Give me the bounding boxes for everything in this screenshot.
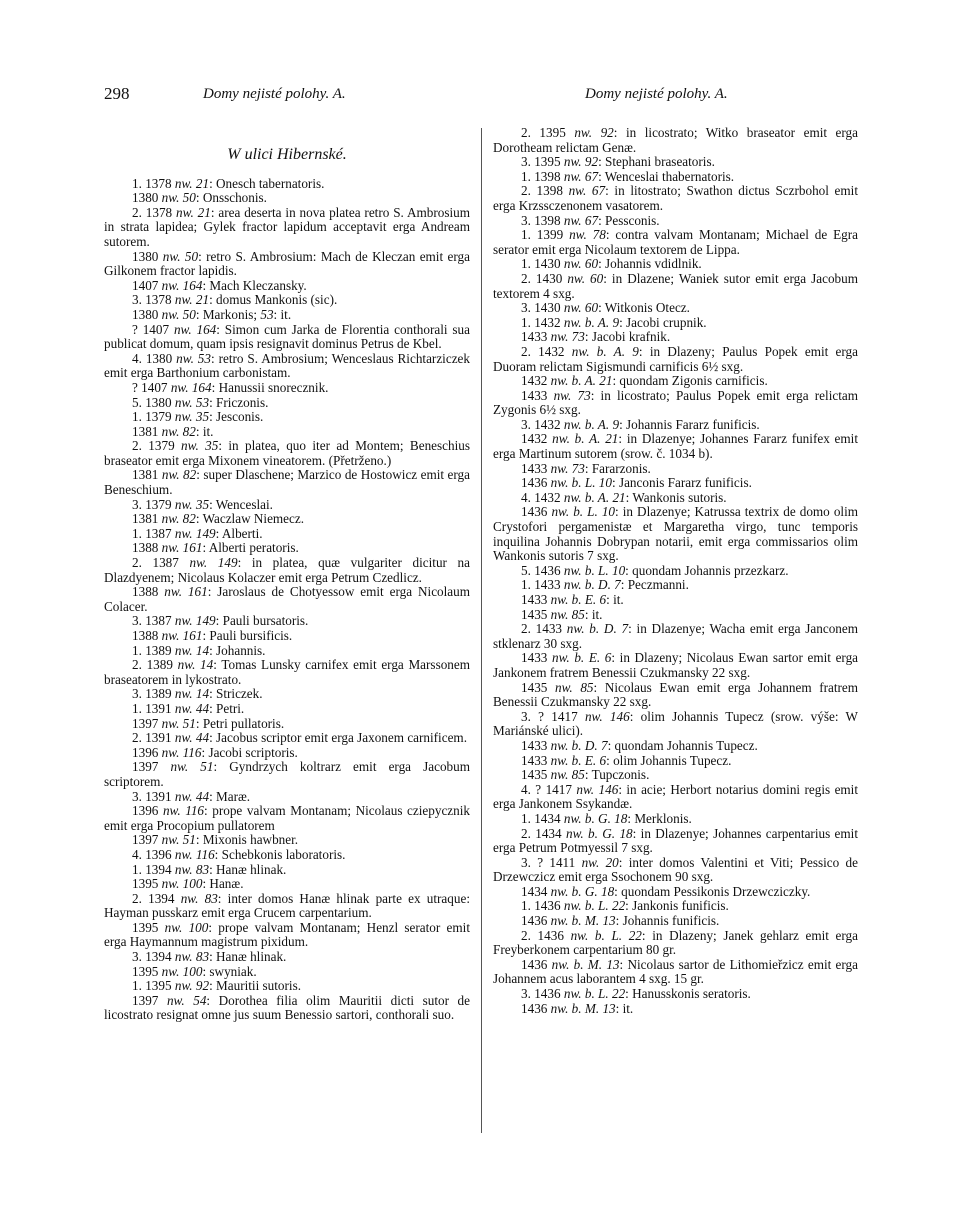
left-column <box>104 126 470 1023</box>
entry-paragraph: 1395 nw. 100: prope valvam Montanam; Henzl serator emit erga Haymannum magistrum pixidum. <box>104 919 470 950</box>
entry-paragraph: 3. 1391 nw. 44: Maræ. <box>132 788 251 804</box>
entry-paragraph: 1433 nw. b. E. 6: in Dlazeny; Nicolaus Ewan sartor emit erga Jankonem fratrem Benessii Czukmansky 22 sxg. <box>493 650 859 680</box>
entry-paragraph: 3. 1394 nw. 83: Hanæ hlinak. <box>132 949 287 965</box>
entry-paragraph: 1381 nw. 82: Waczlaw Niemecz. <box>132 511 305 527</box>
entry-paragraph: 1432 nw. b. A. 21: quondam Zigonis carnificis. <box>521 373 768 389</box>
entry-paragraph: 2. 1395 nw. 92: in licostrato; Witko braseator emit erga Dorotheam relictam Genæ. <box>493 125 859 155</box>
entry-paragraph: 1436 nw. b. M. 13: Nicolaus sartor de Lithomieřzicz emit erga Johannem acus laborantem 4 sxg. 15 gr. <box>493 956 859 987</box>
entry-paragraph: 1. 1434 nw. b. G. 18: Merklonis. <box>521 810 692 826</box>
entry-paragraph: 2. 1433 nw. b. D. 7: in Dlazenye; Wacha emit erga Janconem stklenarz 30 sxg. <box>493 621 858 651</box>
entry-paragraph: 1433 nw. b. D. 7: quondam Johannis Tupecz. <box>521 737 758 753</box>
entry-paragraph: 1435 nw. 85: it. <box>521 606 603 622</box>
entry-paragraph: 2. 1398 nw. 67: in litostrato; Swathon dictus Sczrbohol emit erga Krzssczenonem vasatorem. <box>493 183 858 213</box>
entry-paragraph: 1432 nw. b. A. 21: in Dlazenye; Johannes Fararz funifex emit erga Martinum sutorem (srow. č. 1034 b). <box>493 431 859 462</box>
entry-paragraph: 1380 nw. 50: Markonis; 53: it. <box>132 306 292 322</box>
running-header-right: Domy nejisté polohy. A. <box>585 86 728 102</box>
entry-paragraph: 1. 1394 nw. 83: Hanæ hlinak. <box>132 861 287 877</box>
entry-paragraph: ? 1407 nw. 164: Simon cum Jarka de Florentia conthorali sua publicat domum, quam ipsis resignavit dominus Petrus de Kbel. <box>104 321 470 352</box>
section-title: W ulici Hibernské. <box>227 146 347 163</box>
entry-paragraph: 1433 nw. 73: in licostrato; Paulus Popek emit erga relictam Zygonis 6½ sxg. <box>493 387 858 418</box>
entry-paragraph: 4. 1432 nw. b. A. 21: Wankonis sutoris. <box>521 489 727 505</box>
entry-paragraph: 3. 1430 nw. 60: Witkonis Otecz. <box>521 300 690 316</box>
entry-paragraph: 1. 1379 nw. 35: Jesconis. <box>132 409 264 425</box>
entry-paragraph: 1. 1399 nw. 78: contra valvam Montanam; Michael de Egra serator emit erga Nicolaum textorem de Lippa. <box>493 227 858 257</box>
entry-paragraph: 2. 1394 nw. 83: inter domos Hanæ hlinak parte ex utraque: Hayman pusskarz emit erga Crucem carpentarium. <box>104 890 470 921</box>
entry-paragraph: 1395 nw. 100: swyniak. <box>132 963 257 979</box>
entry-paragraph: 1. 1432 nw. b. A. 9: Jacobi crupnik. <box>521 314 707 330</box>
entry-paragraph: 3. 1389 nw. 14: Striczek. <box>132 686 263 702</box>
entry-paragraph: 4. 1380 nw. 53: retro S. Ambrosium; Wenceslaus Richtarziczek emit erga Barthonium carbonistam. <box>104 350 470 381</box>
entry-paragraph: 1396 nw. 116: prope valvam Montanam; Nicolaus cziepycznik emit erga Procopium pullatorem <box>104 803 471 833</box>
entry-paragraph: 2. 1378 nw. 21: area deserta in nova platea retro S. Ambrosium in strata lapidea; Gylek fractor lapidum acceptavit erga Andream sutorem. <box>104 204 470 249</box>
entry-paragraph: 3. ? 1417 nw. 146: olim Johannis Tupecz (srow. výše: W Mariánské ulici). <box>493 708 858 739</box>
entry-paragraph: 1. 1389 nw. 14: Johannis. <box>132 642 266 658</box>
right-entries <box>493 126 858 1016</box>
entry-paragraph: 1396 nw. 116: Jacobi scriptoris. <box>132 744 298 760</box>
entry-paragraph: 1380 nw. 50: retro S. Ambrosium: Mach de Kleczan emit erga Gilkonem fractor lapidis. <box>104 248 470 279</box>
entry-paragraph: 4. 1396 nw. 116: Schebkonis laboratoris. <box>132 846 346 862</box>
entry-paragraph: 3. ? 1411 nw. 20: inter domos Valentini et Viti; Pessico de Drzewczicz emit erga Ssochonem 90 sxg. <box>493 854 858 885</box>
entry-paragraph: 1. 1398 nw. 67: Wenceslai thabernatoris. <box>521 168 735 184</box>
entry-paragraph: 2. 1387 nw. 149: in platea, quæ vulgariter dicitur na Dlazdyenem; Nicolaus Kolaczer emit erga Petrum Czedlicz. <box>104 555 470 585</box>
entry-paragraph: 1435 nw. 85: Nicolaus Ewan emit erga Johannem fratrem Benessii Czukmansky 22 sxg. <box>493 679 859 710</box>
entry-paragraph: 2. 1434 nw. b. G. 18: in Dlazenye; Johannes carpentarius emit erga Petrum Potmyessil 7 sxg. <box>493 825 858 856</box>
entry-paragraph: 2. 1389 nw. 14: Tomas Lunsky carnifex emit erga Marssonem braseatorem in lykostrato. <box>104 657 470 687</box>
entry-paragraph: 2. 1436 nw. b. L. 22: in Dlazeny; Janek gehlarz emit erga Freyberkonem carpentarium 80 gr. <box>493 927 858 958</box>
entry-paragraph: 1397 nw. 51: Gyndrzych koltrarz emit erga Jacobum scriptorem. <box>104 759 471 789</box>
entry-paragraph: 3. 1398 nw. 67: Pessconis. <box>521 212 660 228</box>
entry-paragraph: 1388 nw. 161: Pauli bursificis. <box>132 628 293 643</box>
entry-paragraph: 5. 1380 nw. 53: Friczonis. <box>132 394 269 410</box>
entry-paragraph: 1. 1436 nw. b. L. 22: Jankonis funificis. <box>521 898 729 914</box>
entry-paragraph: 2. 1432 nw. b. A. 9: in Dlazeny; Paulus Popek emit erga Duoram relictam Sigismundi carnificis 6½ sxg. <box>493 343 859 374</box>
entry-paragraph: 4. ? 1417 nw. 146: in acie; Herbort notarius domini regis emit erga Jankonem Ssykandæ. <box>493 781 859 812</box>
left-entries <box>104 177 470 1023</box>
entry-paragraph: 1395 nw. 100: Hanæ. <box>132 876 244 892</box>
entry-paragraph: 1. 1395 nw. 92: Mauritii sutoris. <box>132 978 302 994</box>
entry-paragraph: 3. 1378 nw. 21: domus Mankonis (sic). <box>132 292 338 308</box>
entry-paragraph: 1388 nw. 161: Alberti peratoris. <box>132 540 299 556</box>
entry-paragraph: 3. 1436 nw. b. L. 22: Hanusskonis seratoris. <box>521 986 751 1002</box>
entry-paragraph: 3. 1379 nw. 35: Wenceslai. <box>132 496 273 512</box>
entry-paragraph: 1436 nw. b. M. 13: Johannis funificis. <box>521 913 720 929</box>
entry-paragraph: 2. 1430 nw. 60: in Dlazene; Waniek sutor emit erga Jacobum textorem 4 sxg. <box>493 270 858 301</box>
entry-paragraph: 1380 nw. 50: Onsschonis. <box>132 190 267 206</box>
running-header-left: Domy nejisté polohy. A. <box>203 86 346 102</box>
entry-paragraph: 1381 nw. 82: it. <box>132 423 214 439</box>
entry-paragraph: 1435 nw. 85: Tupczonis. <box>521 767 650 783</box>
entry-paragraph: 1388 nw. 161: Jaroslaus de Chotyessow emit erga Nicolaum Colacer. <box>104 584 471 614</box>
entry-paragraph: 1433 nw. b. E. 6: it. <box>521 592 624 607</box>
entry-paragraph: 1433 nw. 73: Jacobi krafnik. <box>521 329 671 345</box>
entry-paragraph: 3. 1432 nw. b. A. 9: Johannis Fararz funificis. <box>521 416 760 432</box>
entry-paragraph: 1407 nw. 164: Mach Kleczansky. <box>132 277 307 293</box>
entry-paragraph: 1397 nw. 51: Petri pullatoris. <box>132 715 285 731</box>
entry-paragraph: 1. 1378 nw. 21: Onesch tabernatoris. <box>132 175 325 191</box>
entry-paragraph: 1. 1391 nw. 44: Petri. <box>132 700 245 716</box>
entry-paragraph: 1436 nw. b. L. 10: in Dlazenye; Katrussa textrix de domo olim Crystofori pergamenistæ et Margaretha virgo, tunc temporis inquilina Johannis Dobrypan notarii, emit erga commissarios olim Wankonis sutoris 7 sxg. <box>493 504 858 564</box>
entry-paragraph: 1397 nw. 51: Mixonis hawbner. <box>132 832 299 848</box>
right-column <box>493 126 858 1016</box>
entry-paragraph: 1. 1387 nw. 149: Alberti. <box>132 525 263 541</box>
entry-paragraph: 3. 1387 nw. 149: Pauli bursatoris. <box>132 613 309 629</box>
entry-paragraph: 1436 nw. b. L. 10: Janconis Fararz funificis. <box>521 475 752 491</box>
entry-paragraph: 3. 1395 nw. 92: Stephani braseatoris. <box>521 154 715 170</box>
entry-paragraph: 1. 1430 nw. 60: Johannis vdidlnik. <box>521 256 702 272</box>
entry-paragraph: 5. 1436 nw. b. L. 10: quondam Johannis przezkarz. <box>521 562 789 578</box>
page-number: 298 <box>104 84 130 103</box>
entry-paragraph: ? 1407 nw. 164: Hanussii snorecznik. <box>132 379 329 395</box>
column-divider <box>481 128 482 1133</box>
entry-paragraph: 1433 nw. b. E. 6: olim Johannis Tupecz. <box>521 752 732 768</box>
entry-paragraph: 1436 nw. b. M. 13: it. <box>521 1000 634 1016</box>
entry-paragraph: 1397 nw. 54: Dorothea filia olim Mauritii dicti sutor de licostrato resignat omne jus suum Benessio sartori, conthorali suo. <box>104 992 470 1023</box>
entry-paragraph: 1381 nw. 82: super Dlaschene; Marzico de Hostowicz emit erga Beneschium. <box>104 467 470 498</box>
entry-paragraph: 2. 1391 nw. 44: Jacobus scriptor emit erga Jaxonem carnificem. <box>132 730 467 746</box>
entry-paragraph: 1. 1433 nw. b. D. 7: Peczmanni. <box>521 577 689 593</box>
entry-paragraph: 1434 nw. b. G. 18: quondam Pessikonis Drzewcziczky. <box>521 883 811 899</box>
entry-paragraph: 1433 nw. 73: Fararzonis. <box>521 460 651 476</box>
entry-paragraph: 2. 1379 nw. 35: in platea, quo iter ad Montem; Beneschius braseator emit erga Mixonem vineatorem. (Přetrženo.) <box>104 438 470 468</box>
